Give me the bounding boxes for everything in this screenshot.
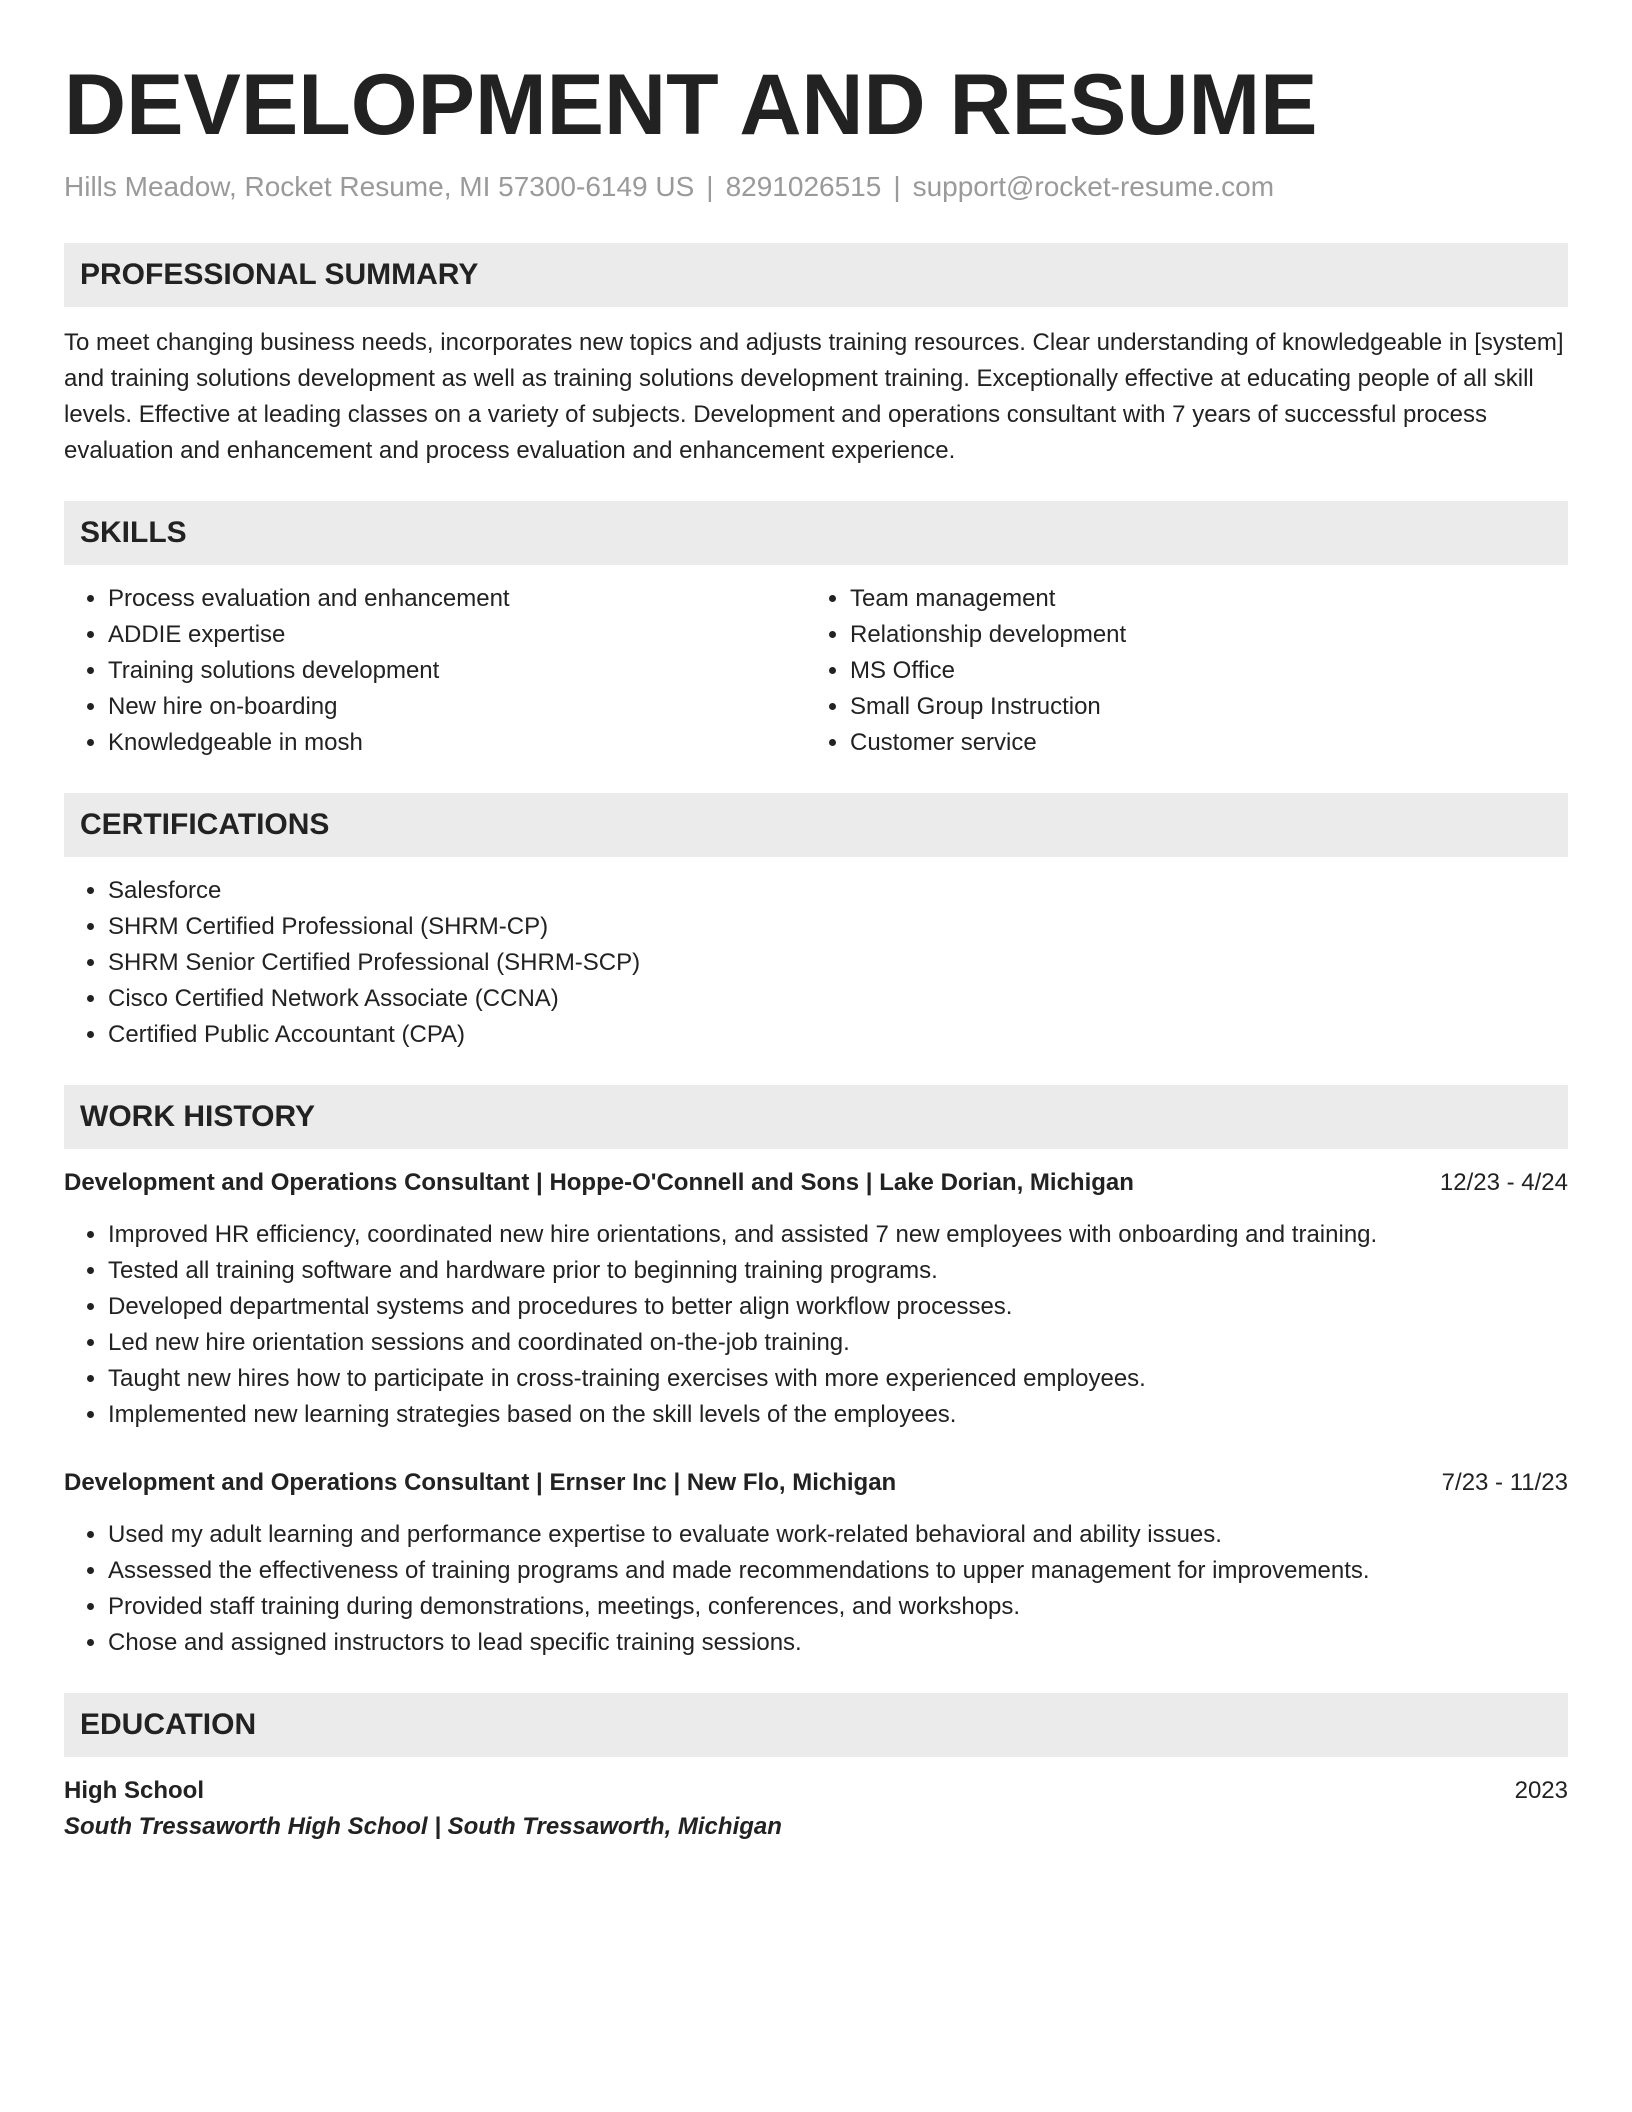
job-bullet: • Developed departmental systems and procedures to better align workflow processes.: [108, 1289, 1568, 1325]
job-bullet: • Led new hire orientation sessions and coordinated on-the-job training.: [108, 1325, 1568, 1361]
summary-heading: PROFESSIONAL SUMMARY: [64, 243, 1568, 307]
certification-item: • SHRM Senior Certified Professional (SHRM-SCP): [108, 945, 1568, 981]
skill-item: • New hire on-boarding: [108, 689, 806, 725]
job-bullet: • Implemented new learning strategies based on the skill levels of the employees.: [108, 1397, 1568, 1433]
certification-item: • SHRM Certified Professional (SHRM-CP): [108, 909, 1568, 945]
education-header: [64, 1773, 1568, 1809]
certification-item: • Salesforce: [108, 873, 1568, 909]
education-entry: [64, 1773, 1568, 1845]
skill-item: • Small Group Instruction: [850, 689, 1548, 725]
education-degree: High School: [64, 1777, 204, 1804]
job-header: [64, 1165, 1568, 1201]
skill-item: • ADDIE expertise: [108, 617, 806, 653]
job-entry: [64, 1465, 1568, 1661]
job-bullet: • Improved HR efficiency, coordinated new hire orientations, and assisted 7 new employees with onboarding and training.: [108, 1217, 1568, 1253]
contact-address: Hills Meadow, Rocket Resume, MI 57300-6149 US: [64, 171, 695, 202]
education-heading: EDUCATION: [64, 1693, 1568, 1757]
job-bullets: [64, 1217, 1568, 1433]
contact-separator: |: [893, 171, 901, 202]
job-bullet: • Used my adult learning and performance expertise to evaluate work-related behavioral and ability issues.: [108, 1517, 1568, 1553]
certification-item: • Certified Public Accountant (CPA): [108, 1017, 1568, 1053]
skill-item: • Team management: [850, 581, 1548, 617]
job-bullet: • Provided staff training during demonstrations, meetings, conferences, and workshops.: [108, 1589, 1568, 1625]
job-entry: [64, 1165, 1568, 1433]
skills-heading: SKILLS: [64, 501, 1568, 565]
job-dates: 12/23 - 4/24: [1439, 1169, 1568, 1196]
skills-list-left: [64, 581, 806, 761]
job-header: [64, 1465, 1568, 1501]
education-school: South Tressaworth High School | South Tressaworth, Michigan: [64, 1813, 782, 1840]
contact-phone: 8291026515: [725, 171, 882, 202]
job-bullet: • Tested all training software and hardware prior to beginning training programs.: [108, 1253, 1568, 1289]
skill-item: • Training solutions development: [108, 653, 806, 689]
job-bullet: • Assessed the effectiveness of training programs and made recommendations to upper management for improvements.: [108, 1553, 1568, 1589]
skill-item: • Relationship development: [850, 617, 1548, 653]
skills-grid: [64, 581, 1568, 761]
contact-line: [64, 169, 1568, 205]
job-dates: 7/23 - 11/23: [1441, 1469, 1568, 1496]
resume-name: DEVELOPMENT AND RESUME: [64, 57, 1318, 153]
contact-email: support@rocket-resume.com: [912, 171, 1275, 202]
job-bullets: [64, 1517, 1568, 1661]
skill-item: • Customer service: [850, 725, 1548, 761]
skills-list-right: [806, 581, 1548, 761]
skill-item: • Knowledgeable in mosh: [108, 725, 806, 761]
summary-text: To meet changing business needs, incorporates new topics and adjusts training resources. Clear understanding of knowledgeable in [system] and training solutions development as well as training solutions development training. Exceptionally effective at educating people of all skill levels. Effective at leading classes on a variety of subjects. Development and operations consultant with 7 years of successful process evaluation and enhancement and process evaluation and enhancement experience.: [64, 329, 1564, 464]
job-bullet: • Chose and assigned instructors to lead specific training sessions.: [108, 1625, 1568, 1661]
certification-item: • Cisco Certified Network Associate (CCNA): [108, 981, 1568, 1017]
skill-item: • MS Office: [850, 653, 1548, 689]
contact-separator: |: [706, 171, 714, 202]
job-title: Development and Operations Consultant | Hoppe-O'Connell and Sons | Lake Dorian, Michigan: [64, 1169, 1134, 1196]
certifications-list: [64, 873, 1568, 1053]
job-title: Development and Operations Consultant | Ernser Inc | New Flo, Michigan: [64, 1469, 897, 1496]
work-history-heading: WORK HISTORY: [64, 1085, 1568, 1149]
skill-item: • Process evaluation and enhancement: [108, 581, 806, 617]
job-bullet: • Taught new hires how to participate in cross-training exercises with more experienced employees.: [108, 1361, 1568, 1397]
certifications-heading: CERTIFICATIONS: [64, 793, 1568, 857]
education-year: 2023: [1514, 1777, 1568, 1804]
